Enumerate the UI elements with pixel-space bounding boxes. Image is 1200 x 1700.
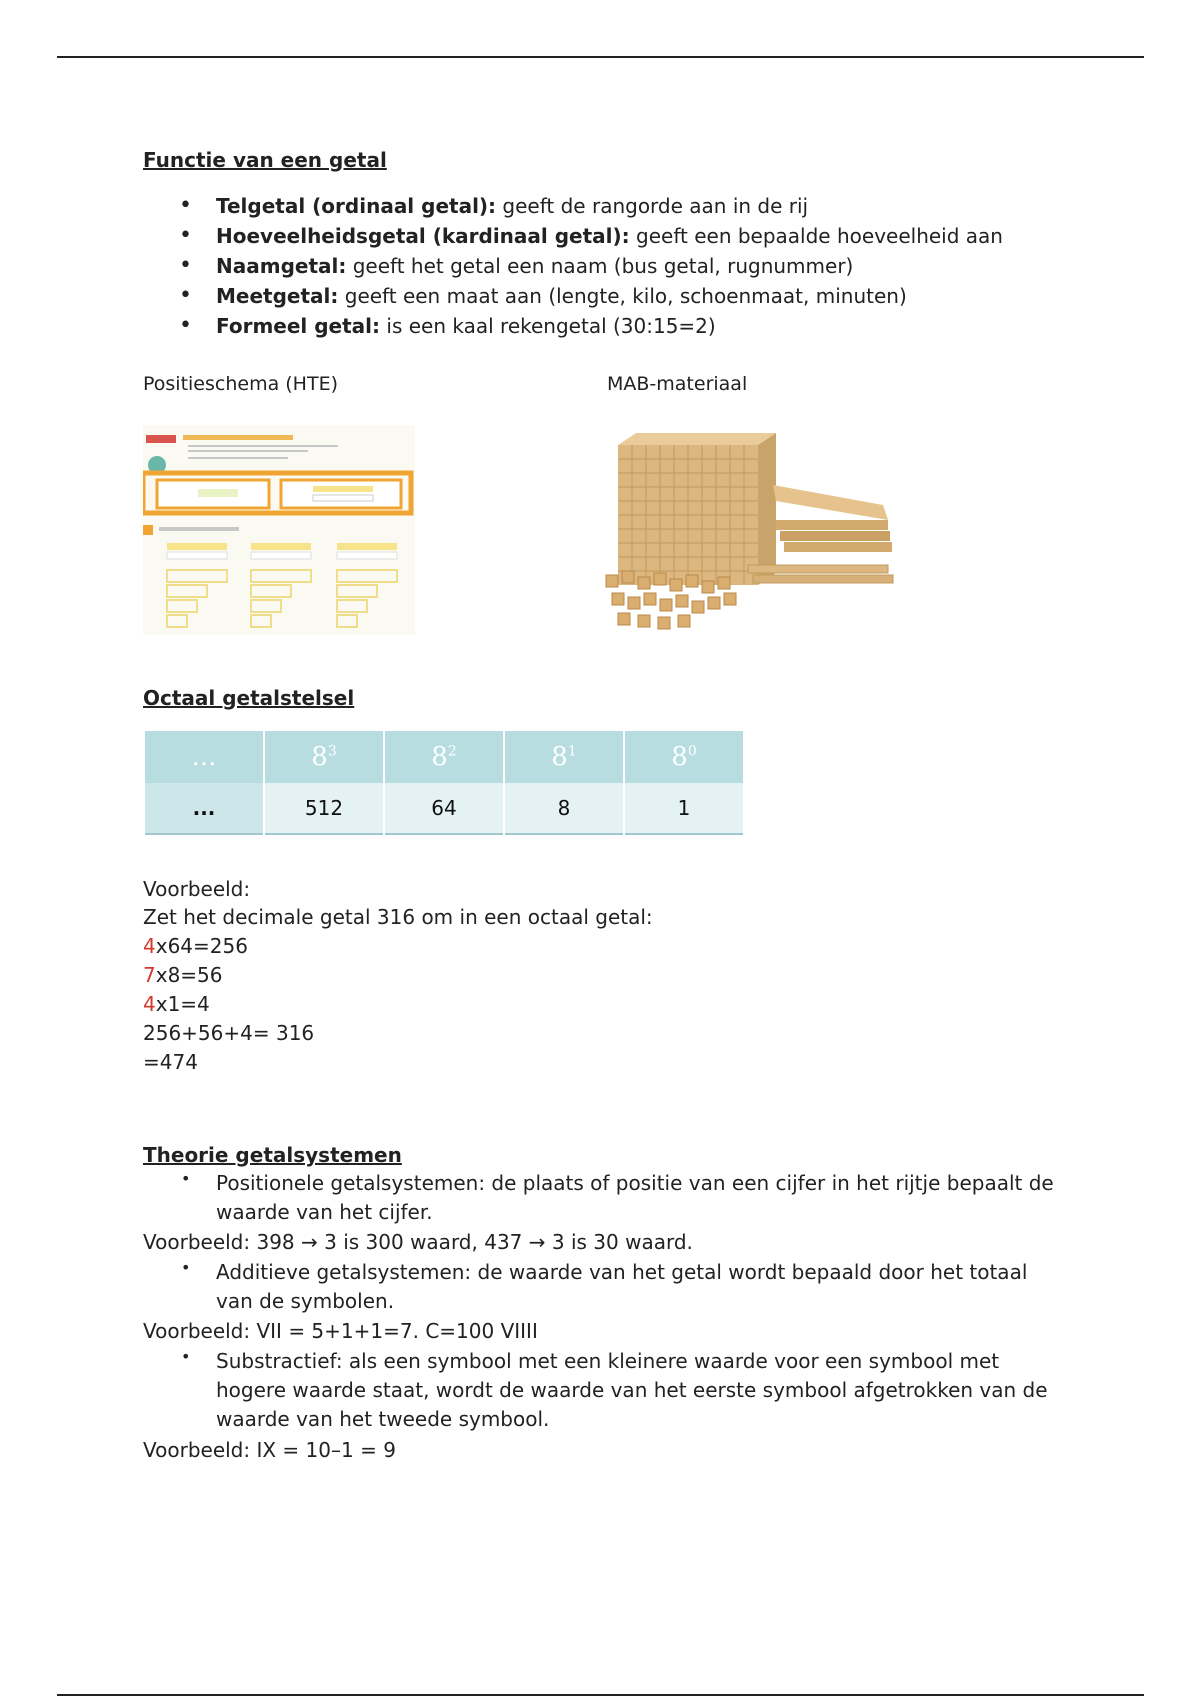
table-cell: 8 <box>505 783 623 835</box>
caption-mab: MAB-materiaal <box>607 373 748 395</box>
table-header-cell: $8^2$ <box>385 731 503 783</box>
example-label: Voorbeeld: <box>143 877 251 901</box>
table-cell: 512 <box>265 783 383 835</box>
step-line: 4x1=4 <box>143 992 210 1016</box>
list-item: • Telgetal (ordinaal getal): geeft de rangorde aan in de rij <box>143 192 1003 222</box>
top-rule <box>57 56 1144 58</box>
section-title-octaal: Octaal getalstelsel <box>143 686 355 710</box>
sum-line: 256+56+4= 316 <box>143 1021 315 1045</box>
positieschema-image <box>143 425 415 635</box>
example-task: Zet het decimale getal 316 om in een octaal getal: <box>143 905 653 929</box>
section-title-functie: Functie van een getal <box>143 148 387 172</box>
example-line: Voorbeeld: VII = 5+1+1=7. C=100 VIIII <box>143 1319 538 1343</box>
table-header-cell: $8^1$ <box>505 731 623 783</box>
list-item: • Hoeveelheidsgetal (kardinaal getal): geeft een bepaalde hoeveelheid aan <box>143 222 1003 252</box>
table-header-row <box>145 731 743 783</box>
list-item: • Formeel getal: is een kaal rekengetal (30:15=2) <box>143 312 1003 342</box>
example-line: Voorbeeld: IX = 10–1 = 9 <box>143 1438 396 1462</box>
list-item: • Meetgetal: geeft een maat aan (lengte, kilo, schoenmaat, minuten) <box>143 282 1003 312</box>
table-header-cell: $8^0$ <box>625 731 743 783</box>
example-line: Voorbeeld: 398 → 3 is 300 waard, 437 → 3 is 30 waard. <box>143 1230 693 1254</box>
step-line: 4x64=256 <box>143 934 248 958</box>
section-title-theorie: Theorie getalsystemen <box>143 1143 402 1167</box>
table-cell: ... <box>145 783 263 835</box>
table-header-cell: ... <box>145 731 263 783</box>
table-row <box>145 783 743 835</box>
list-item: • Naamgetal: geeft het getal een naam (bus getal, rugnummer) <box>143 252 1003 282</box>
table-cell: 64 <box>385 783 503 835</box>
mab-materiaal-image <box>598 425 908 635</box>
table-header-cell: $8^3$ <box>265 731 383 783</box>
table-cell: 1 <box>625 783 743 835</box>
functie-list <box>143 192 1003 342</box>
octaal-table <box>143 731 745 835</box>
caption-positieschema: Positieschema (HTE) <box>143 373 338 395</box>
step-line: 7x8=56 <box>143 963 223 987</box>
bottom-rule <box>57 1694 1144 1696</box>
result-line: =474 <box>143 1050 198 1074</box>
